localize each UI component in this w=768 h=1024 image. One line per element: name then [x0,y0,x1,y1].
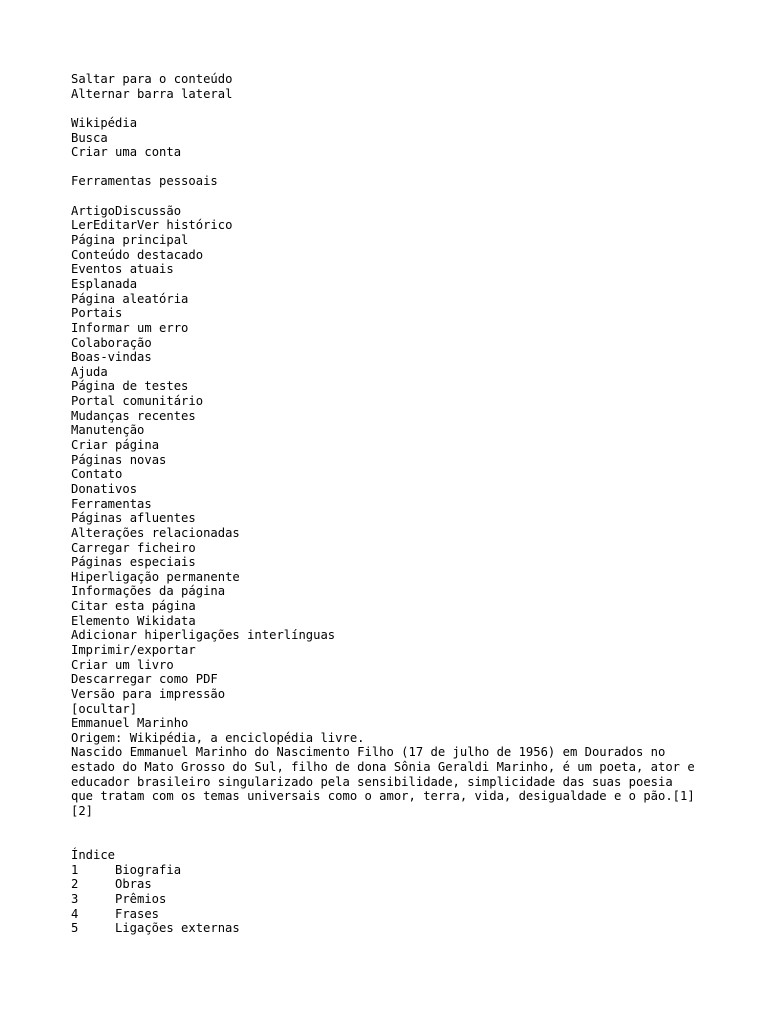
spacer [71,101,711,116]
sidebar-item[interactable]: Conteúdo destacado [71,247,204,262]
tab-edit[interactable]: Editar [93,218,138,233]
sidebar-item[interactable]: Carregar ficheiro [71,540,196,555]
personal-tools-heading: Ferramentas pessoais [71,174,218,189]
toc-item-number: 4 [71,906,79,921]
toc-item-number: 2 [71,877,79,892]
sidebar-item[interactable]: Página principal [71,233,189,248]
toc-item-number: 3 [71,891,79,906]
tab-article[interactable]: Artigo [71,203,116,218]
site-logo-link[interactable]: Wikipédia [71,115,138,130]
table-of-contents [71,848,711,936]
namespace-tabs [71,204,711,219]
toc-item-label: Prêmios [115,891,167,906]
sidebar-item[interactable]: Esplanada [71,276,138,291]
toc-item-label: Biografia [115,862,182,877]
sidebar-item[interactable]: Portal comunitário [71,394,204,409]
toc-item-number: 1 [71,862,79,877]
sidebar-item[interactable]: Citar esta página [71,599,196,614]
toc-item-label: Obras [115,877,152,892]
spacer [71,819,711,834]
sidebar-item[interactable]: Página aleatória [71,291,189,306]
toc-item[interactable] [71,892,711,907]
tab-talk[interactable]: Discussão [115,203,182,218]
spacer [71,189,711,204]
toc-item[interactable] [71,863,711,878]
toc-title: Índice [71,848,116,863]
sidebar-item[interactable]: Páginas afluentes [71,511,196,526]
toc-item-label: Frases [115,906,160,921]
sidebar-item[interactable]: Hiperligação permanente [71,569,240,584]
sidebar-item[interactable]: Portais [71,306,123,321]
toc-list [71,863,711,936]
toc-item-label: Ligações externas [115,921,240,936]
sidebar-item[interactable]: Contato [71,467,123,482]
view-tabs [71,218,711,233]
create-account-link[interactable]: Criar uma conta [71,145,182,160]
sidebar-item[interactable]: Boas-vindas [71,350,152,365]
sidebar-item[interactable]: Elemento Wikidata [71,613,196,628]
sidebar-item[interactable]: Descarregar como PDF [71,672,218,687]
skip-to-content-link[interactable]: Saltar para o conteúdo [71,72,233,86]
sidebar-item[interactable]: Donativos [71,481,138,496]
sidebar-item[interactable]: Mudanças recentes [71,408,196,423]
tab-read[interactable]: Ler [71,218,94,233]
article-intro: Nascido Emmanuel Marinho do Nascimento Filho (17 de julho de 1956) em Dourados no estado do Mato Grosso do Sul, filho de dona Sônia Geraldi Marinho, é um poeta, ator e educador brasileiro singularizado pela sensibilidade, simplicidade das suas poesia que tratam com os temas universais como o amor, terra, vida, desigualdade e o pão.[1][2] [71,745,695,819]
page-content [71,72,711,936]
sidebar-item[interactable]: Colaboração [71,335,152,350]
sidebar-item[interactable]: Páginas novas [71,452,167,467]
toc-item[interactable] [71,907,711,922]
spacer [71,833,711,848]
toc-item[interactable] [71,921,711,936]
toggle-sidebar-button[interactable]: Alternar barra lateral [71,86,233,101]
toc-item[interactable] [71,877,711,892]
sidebar-item[interactable]: Versão para impressão [71,686,226,701]
sidebar-item[interactable]: Ferramentas [71,496,152,511]
tab-history[interactable]: Ver histórico [137,218,233,233]
sidebar-item[interactable]: Páginas especiais [71,555,196,570]
sidebar-item[interactable]: Eventos atuais [71,262,174,277]
sidebar-item[interactable]: Adicionar hiperligações interlínguas [71,628,336,643]
sidebar-item[interactable]: [ocultar] [71,701,138,716]
sidebar-item[interactable]: Página de testes [71,379,189,394]
sidebar-item[interactable]: Informações da página [71,584,226,599]
sidebar-menu [71,233,711,716]
sidebar-item[interactable]: Ajuda [71,364,108,379]
sidebar-item[interactable]: Criar um livro [71,657,174,672]
sidebar-item[interactable]: Imprimir/exportar [71,642,196,657]
search-link[interactable]: Busca [71,130,108,145]
spacer [71,160,711,175]
sidebar-item[interactable]: Manutenção [71,423,145,438]
site-subtitle: Origem: Wikipédia, a enciclopédia livre. [71,730,365,745]
sidebar-item[interactable]: Alterações relacionadas [71,525,240,540]
sidebar-item[interactable]: Informar um erro [71,320,189,335]
sidebar-item[interactable]: Criar página [71,438,160,453]
toc-item-number: 5 [71,921,79,936]
page-title: Emmanuel Marinho [71,716,189,731]
